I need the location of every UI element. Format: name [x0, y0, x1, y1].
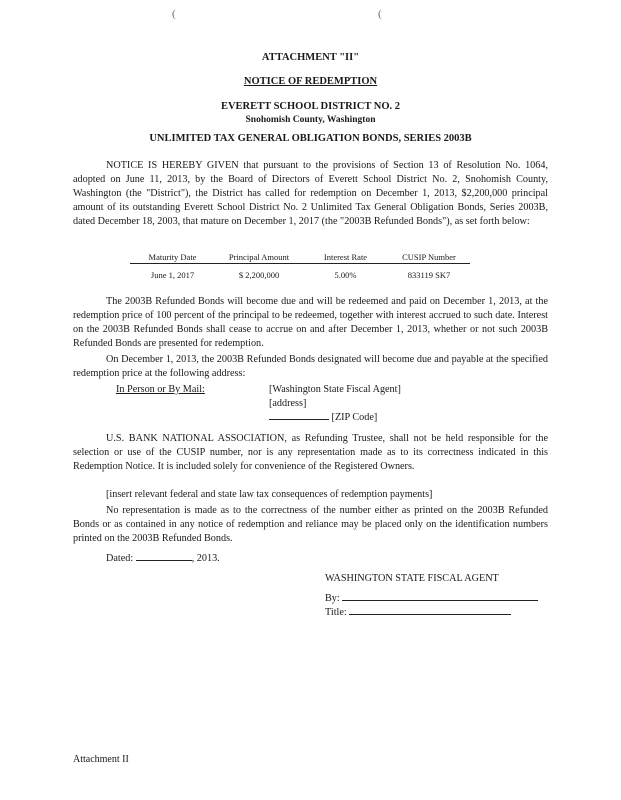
signer-name: WASHINGTON STATE FISCAL AGENT: [325, 573, 499, 584]
col-interest-rate: Interest Rate: [303, 252, 388, 264]
page-footer: Attachment II: [73, 754, 129, 765]
trustee-paragraph: U.S. BANK NATIONAL ASSOCIATION, as Refunding Trustee, shall not be held responsible for the selection or use of the CUSIP number, nor is any representation made as to its correctness indicated in this Redemption Notice. It is included solely for convenience of the Registered Owners.: [73, 433, 548, 473]
address-placeholder: [address]: [269, 398, 307, 409]
cell-cusip-number: 833119 SK7: [407, 270, 451, 280]
cell-principal-amount: $ 2,200,000: [238, 270, 280, 280]
by-label: By:: [325, 593, 340, 604]
title-line: [325, 607, 511, 618]
due-paragraph: The 2003B Refunded Bonds will become due and will be redeemed and paid on December 1, 2013, at the redemption price of 100 percent of the principal to be redeemed, together with interest accrued to such date. Interest on the 2003B Refunded Bonds shall cease to accrue on and after December 1, 2013, whether or not such 2003B Refunded Bonds are presented for redemption.: [73, 296, 548, 350]
dated-year: , 2013.: [191, 553, 220, 564]
notice-title: NOTICE OF REDEMPTION: [243, 76, 378, 87]
cell-interest-rate: 5.00%: [334, 270, 357, 280]
col-cusip-number: CUSIP Number: [388, 252, 470, 264]
title-blank: [349, 614, 511, 615]
fiscal-agent-placeholder: [Washington State Fiscal Agent]: [269, 384, 401, 395]
attachment-title: ATTACHMENT "II": [261, 52, 360, 63]
signature-blank: [342, 600, 538, 601]
cell-maturity-date: June 1, 2017: [150, 270, 195, 280]
corner-mark-left: (: [172, 8, 176, 20]
address-label: In Person or By Mail:: [116, 384, 205, 395]
zip-placeholder: [ZIP Code]: [331, 412, 378, 423]
date-blank: [136, 560, 192, 561]
no-representation-paragraph: No representation is made as to the correctness of the number either as printed on the 2003B Refunded Bonds or as contained in any notice of redemption and reliance may be placed only on the identification numbers printed on the 2003B Refunded Bonds.: [73, 505, 548, 545]
tax-note: [insert relevant federal and state law tax consequences of redemption payments]: [106, 489, 433, 500]
dated-label: Dated:: [106, 553, 134, 564]
col-maturity-date: Maturity Date: [130, 252, 215, 264]
redemption-schedule-table: [130, 252, 470, 281]
col-principal-amount: Principal Amount: [215, 252, 303, 264]
county-name: Snohomish County, Washington: [245, 115, 376, 125]
district-name: EVERETT SCHOOL DISTRICT NO. 2: [220, 101, 401, 112]
corner-mark-right: (: [378, 8, 382, 20]
designated-paragraph: On December 1, 2013, the 2003B Refunded Bonds designated will become due and payable at the specified redemption price at the following address:: [73, 354, 548, 380]
zip-line: [269, 412, 377, 423]
table-row: [130, 264, 470, 282]
title-label: Title:: [325, 607, 347, 618]
by-line: [325, 593, 538, 604]
dated-line: [106, 553, 220, 564]
intro-paragraph: NOTICE IS HEREBY GIVEN that pursuant to the provisions of Section 13 of Resolution No. 1064, adopted on June 11, 2013, by the Board of Directors of Everett School District No. 2, Snohomish County, Washington (the "District"), the District has called for redemption on December 1, 2013, $2,200,000 principal amount of its outstanding Everett School District No. 2 Unlimited Tax General Obligation Bonds, Series 2003B, dated December 18, 2003, that mature on December 1, 2017 (the "2003B Refunded Bonds"), as set forth below:: [73, 160, 548, 228]
bonds-title: UNLIMITED TAX GENERAL OBLIGATION BONDS, SERIES 2003B: [149, 133, 472, 144]
